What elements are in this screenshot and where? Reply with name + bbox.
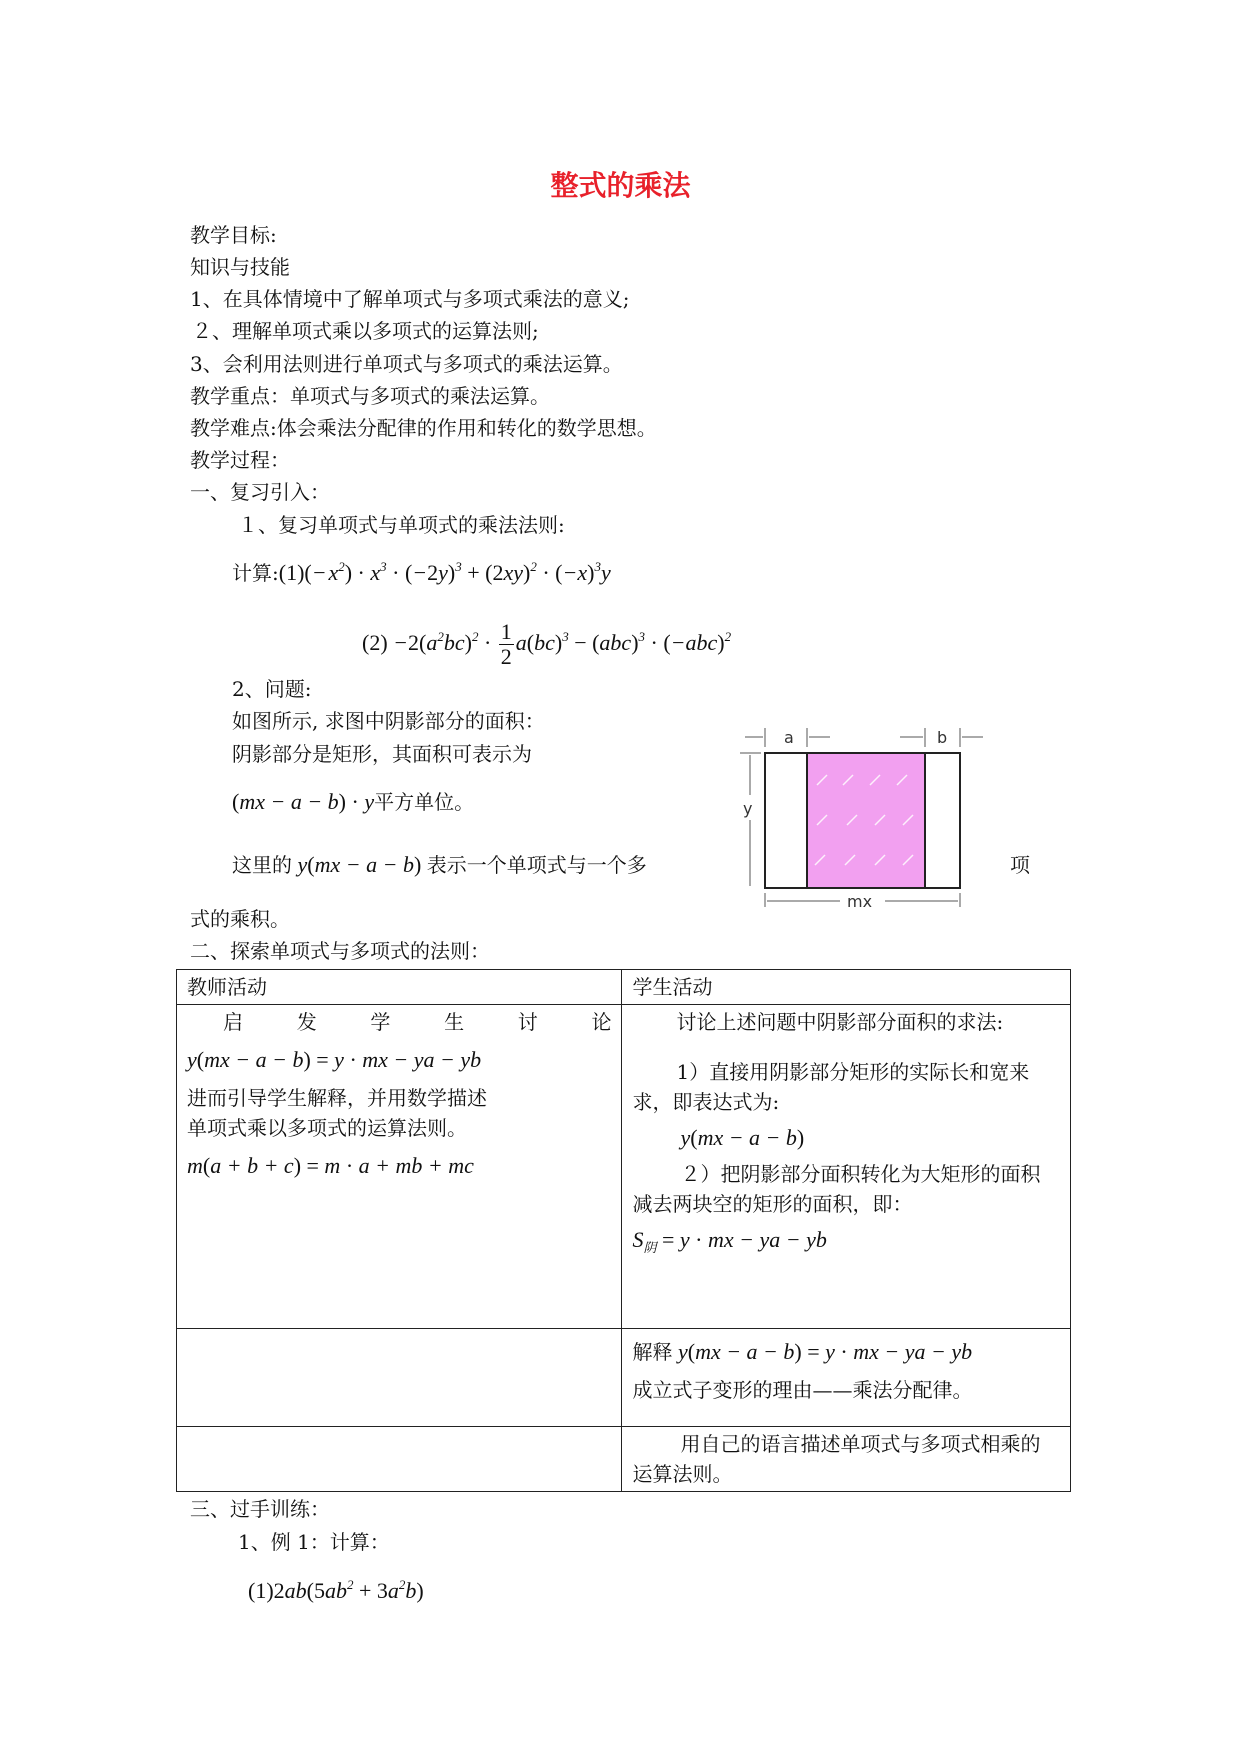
objective-1: 1、在具体情境中了解单项式与多项式乘法的意义; (190, 287, 630, 311)
label-mx: mx (847, 892, 873, 911)
key-point: 教学重点：单项式与多项式的乘法运算。 (190, 384, 550, 408)
teacher-cell-empty (177, 1329, 622, 1427)
student-row2-line1: 解释 y(mx − a − b) = y · mx − ya − yb (632, 1339, 973, 1364)
example-item: 1、例 1：计算： (238, 1530, 390, 1554)
calc-expression-1: (1)(− $x^2) \cdot x^3 \cdot (-2y)^3 + (2xy)^2 \cdot (-x)^3y$ (278, 559, 611, 585)
difficulty: 教学难点:体会乘法分配律的作用和转化的数学思想。 (190, 416, 657, 440)
problem-item: 2、问题: (232, 677, 312, 701)
teacher-formula-2: m(a + b + c) = m · a + mb + mc (187, 1153, 474, 1178)
fraction-one-half: $\frac{1}{2}$ (500, 619, 512, 669)
objectives-heading: 教学目标: (190, 223, 277, 247)
student-row2-prefix: 解释 (632, 1340, 673, 1364)
calc-line-1 (232, 560, 611, 586)
explain-expression: y(mx − a − b) (292, 852, 427, 877)
section2-heading: 二、探索单项式与多项式的法则： (190, 939, 490, 963)
student-row3-text: 用自己的语言描述单项式与多项式相乘的运算法则。 (632, 1432, 1041, 1486)
student-text-3: ２）把阴影部分面积转化为大矩形的面积减去两块空的矩形的面积，即： (632, 1162, 1041, 1216)
teacher-text-1: 启 发 学 生 讨 论 (223, 1010, 612, 1034)
activity-table (176, 969, 1071, 1492)
table-row (177, 1005, 1071, 1329)
calc-line-2 (362, 620, 731, 670)
student-cell-2 (622, 1329, 1071, 1427)
area-unit: 平方单位。 (374, 790, 475, 814)
table-row (177, 1329, 1071, 1427)
teacher-cell (177, 1005, 622, 1329)
explain-prefix: 这里的 (232, 853, 292, 877)
objective-2: ２、理解单项式乘以多项式的运算法则; (192, 319, 539, 343)
student-text-1: 讨论上述问题中阴影部分面积的求法: (676, 1010, 1004, 1034)
explain-end: 项 (1010, 853, 1030, 877)
section1-heading: 一、复习引入： (190, 480, 330, 504)
student-text-2: 1）直接用阴影部分矩形的实际长和宽来求，即表达式为: (632, 1060, 1030, 1114)
student-row2-text: 成立式子变形的理由——乘法分配律。 (632, 1378, 973, 1402)
label-b: b (937, 728, 948, 747)
explain-wrap: 式的乘积。 (190, 907, 290, 931)
review-item: １、复习单项式与单项式的乘法法则: (238, 513, 565, 537)
teacher-text-3: 单项式乘以多项式的运算法则。 (187, 1116, 467, 1140)
calc-expression-2: $(2) -2(a^2bc)^2$ · $\frac{1}{2}$ $a(bc)^3 - (abc)^3 \cdot (-abc)^2$ (362, 619, 732, 669)
explain-line (232, 852, 647, 878)
student-formula-2: $S_阴 = y$ · mx − ya − yb (632, 1227, 827, 1255)
student-cell (622, 1005, 1071, 1329)
calc-label: 计算: (232, 561, 279, 585)
table-row (177, 1427, 1071, 1492)
area-expression: (mx − a − b) · y (232, 789, 375, 814)
student-cell-3 (622, 1427, 1071, 1492)
problem-line-2: 阴影部分是矩形，其面积可表示为 (232, 742, 532, 766)
teacher-text-2: 进而引导学生解释，并用数学描述 (187, 1086, 487, 1110)
header-student: 学生活动 (622, 970, 1071, 1005)
label-y: y (743, 799, 753, 818)
area-expression-line (232, 789, 474, 815)
example-expression-line (248, 1578, 424, 1604)
rectangle-figure (735, 725, 995, 915)
problem-line-1: 如图所示, 求图中阴影部分的面积： (232, 709, 545, 733)
explain-suffix: 表示一个单项式与一个多 (426, 853, 647, 877)
student-formula-1: y(mx − a − b) (680, 1125, 805, 1150)
objective-3: 3、会利用法则进行单项式与多项式的乘法运算。 (190, 352, 623, 376)
table-header-row (177, 970, 1071, 1005)
process-heading: 教学过程： (190, 448, 290, 472)
knowledge-heading: 知识与技能 (190, 255, 290, 279)
section3-heading: 三、过手训练： (190, 1497, 330, 1521)
label-a: a (784, 728, 794, 747)
example-expression: $(1)2ab(5ab^2 + 3a^2b)$ (248, 1577, 424, 1603)
teacher-formula-1: y(mx − a − b) = y · mx − ya − yb (187, 1047, 482, 1072)
teacher-cell-empty (177, 1427, 622, 1492)
document-title: 整式的乘法 (550, 169, 691, 202)
header-teacher: 教师活动 (177, 970, 622, 1005)
